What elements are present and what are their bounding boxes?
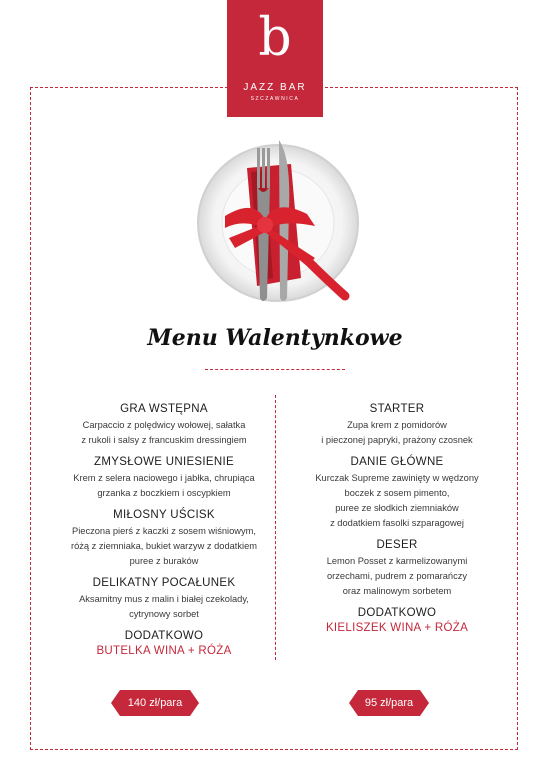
course-item — [49, 509, 279, 569]
column-divider — [275, 395, 276, 660]
course-description: Lemon Posset z karmelizowanymi orzechami, pudrem z pomarańczy oraz malinowym sorbetem — [326, 556, 468, 596]
plate-with-cutlery-and-ribbon-icon — [195, 128, 365, 313]
extras — [49, 630, 279, 657]
extras — [287, 607, 507, 634]
right-menu — [287, 403, 507, 642]
extras-heading: DODATKOWO — [357, 607, 437, 619]
logo-name: JAZZ BAR — [243, 82, 307, 93]
extras-value: KIELISZEK WINA + RÓŻA — [325, 622, 469, 634]
logo — [227, 0, 323, 117]
course-description: Pieczona pierś z kaczki z sosem wiśniowym, różą z ziemniaka, bukiet warzyw z dodatkiem puree z buraków — [70, 526, 257, 566]
course-heading: GRA WSTĘPNA — [120, 403, 208, 415]
page-title: Menu Walentynkowe — [147, 325, 403, 351]
logo-letter: b — [258, 8, 292, 68]
course-description: Kurczak Supreme zawinięty w wędzony boczek z sosem pimento, puree ze słodkich ziemniaków z dodatkiem fasolki szparagowej — [315, 473, 479, 528]
course-description: Krem z selera naciowego i jabłka, chrupiąca grzanka z boczkiem i oscypkiem — [73, 473, 255, 498]
left-menu — [49, 403, 279, 665]
course-heading: STARTER — [369, 403, 425, 415]
course-description: Aksamitny mus z malin i białej czekolady, cytrynowy sorbet — [79, 594, 249, 619]
extras-value: BUTELKA WINA + RÓŻA — [96, 645, 232, 657]
price-tag-right: 95 zł/para — [358, 690, 420, 716]
course-item — [49, 577, 279, 622]
course-description: Carpaccio z polędwicy wołowej, sałatka z rukoli i salsy z francuskim dressingiem — [81, 420, 247, 445]
course-item — [287, 539, 507, 599]
title-divider — [205, 369, 345, 370]
course-heading: MIŁOSNY UŚCISK — [113, 509, 215, 521]
logo-town: SZCZAWNICA — [250, 96, 300, 102]
course-heading: DELIKATNY POCAŁUNEK — [92, 577, 236, 589]
extras-heading: DODATKOWO — [124, 630, 204, 642]
course-heading: DANIE GŁÓWNE — [350, 456, 444, 468]
course-heading: ZMYSŁOWE UNIESIENIE — [94, 456, 234, 468]
course-description: Zupa krem z pomidorów i pieczonej papryki, prażony czosnek — [321, 420, 473, 445]
course-item — [287, 456, 507, 531]
course-item — [49, 456, 279, 501]
course-heading: DESER — [376, 539, 418, 551]
course-item — [49, 403, 279, 448]
course-item — [287, 403, 507, 448]
price-tag-left: 140 zł/para — [120, 690, 190, 716]
